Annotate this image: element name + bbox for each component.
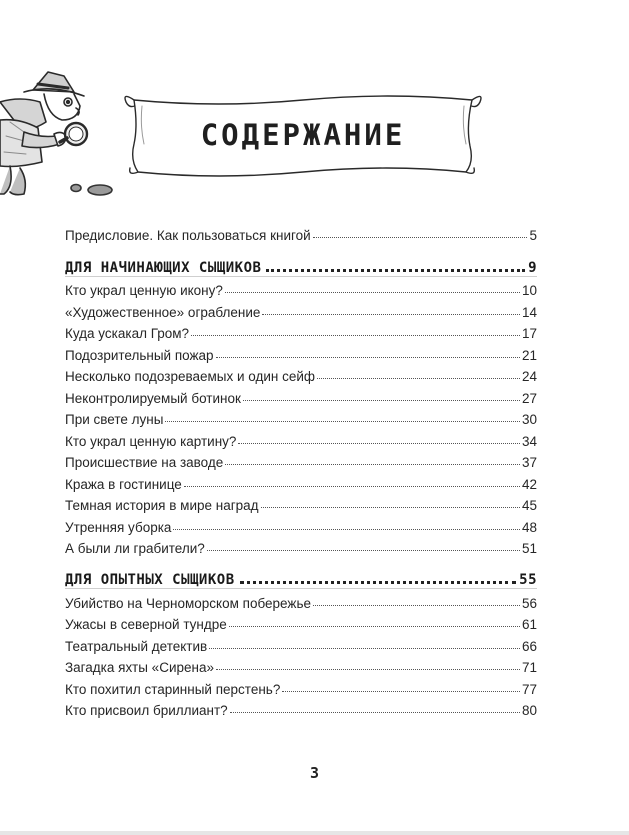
toc-entry-page: 45 — [521, 498, 537, 513]
toc-entry[interactable] — [65, 320, 537, 342]
dot-leader — [243, 400, 520, 401]
toc-entry-page: 17 — [521, 326, 537, 341]
toc-entry-page: 42 — [521, 476, 537, 492]
section-heading-title: ДЛЯ ОПЫТНЫХ СЫЩИКОВ — [65, 572, 235, 588]
toc-entry-page: 77 — [521, 681, 537, 697]
toc-entry[interactable] — [65, 406, 537, 428]
table-of-contents — [65, 221, 537, 718]
dot-leader — [225, 292, 520, 293]
toc-entry-title: Несколько подозреваемых и один сейф — [65, 369, 316, 384]
toc-entry-title: Предисловие. Как пользоваться книгой — [65, 227, 311, 243]
dot-leader — [173, 529, 520, 530]
toc-entry-page: 14 — [521, 304, 537, 320]
toc-entry-page: 56 — [521, 595, 537, 611]
toc-entry-page: 30 — [521, 412, 537, 427]
toc-entry-title: Загадка яхты «Сирена» — [65, 660, 214, 675]
toc-entry[interactable] — [65, 298, 537, 320]
dot-leader — [266, 269, 525, 272]
toc-entry-title: Убийство на Черноморском побережье — [65, 595, 311, 611]
dot-leader — [225, 464, 520, 465]
toc-entry[interactable] — [65, 277, 537, 299]
toc-entry[interactable] — [65, 535, 537, 557]
page-edge — [0, 831, 629, 835]
page-number: 3 — [309, 764, 320, 782]
toc-entry-page: 80 — [521, 703, 537, 718]
section-heading-experienced[interactable] — [65, 566, 537, 588]
section-heading-beginners[interactable] — [65, 254, 537, 276]
detective-illustration — [0, 62, 120, 197]
toc-entry-title: Кто похитил старинный перстень? — [65, 681, 281, 697]
toc-entry[interactable] — [65, 384, 537, 406]
toc-entry[interactable] — [65, 632, 537, 654]
toc-entry[interactable] — [65, 675, 537, 697]
toc-entry-page: 10 — [521, 283, 537, 298]
toc-entry[interactable] — [65, 341, 537, 363]
toc-entry[interactable] — [65, 470, 537, 492]
toc-entry-title: Темная история в мире наград — [65, 498, 259, 513]
toc-entry[interactable] — [65, 492, 537, 514]
dot-leader — [313, 605, 520, 606]
toc-entry-title: Кто украл ценную икону? — [65, 283, 223, 298]
toc-entry[interactable] — [65, 427, 537, 449]
toc-entry-title: Кража в гостинице — [65, 476, 182, 492]
toc-entry-page: 21 — [521, 347, 537, 363]
dot-leader — [238, 443, 520, 444]
toc-entry-title: При свете луны — [65, 412, 164, 427]
section-heading-page: 9 — [528, 259, 537, 276]
toc-entry-title: Кто украл ценную картину? — [65, 433, 237, 449]
toc-entry-page: 61 — [521, 617, 537, 632]
toc-entry-page: 51 — [521, 541, 537, 556]
toc-entry-title: Театральный детектив — [65, 638, 208, 654]
dot-leader — [317, 378, 520, 379]
dot-leader — [184, 486, 520, 487]
toc-entry-title: Происшествие на заводе — [65, 455, 224, 470]
toc-entry-title: Утренняя уборка — [65, 519, 172, 535]
dot-leader — [262, 314, 520, 315]
dot-leader — [191, 335, 520, 336]
toc-entry-intro[interactable] — [65, 221, 537, 243]
dot-leader — [313, 237, 528, 238]
dot-leader — [216, 669, 520, 670]
toc-entry-title: «Художественное» ограбление — [65, 304, 261, 320]
dot-leader — [261, 507, 520, 508]
dot-leader — [229, 626, 520, 627]
toc-entry-title: Куда ускакал Гром? — [65, 326, 190, 341]
page-title: СОДЕРЖАНИЕ — [200, 118, 406, 152]
toc-entry-page: 37 — [521, 455, 537, 470]
toc-entry-title: Подозрительный пожар — [65, 347, 214, 363]
toc-entry-title: А были ли грабители? — [65, 541, 205, 556]
toc-entry-title: Ужасы в северной тундре — [65, 617, 227, 632]
toc-entry-page: 48 — [521, 519, 537, 535]
dot-leader — [240, 581, 516, 584]
toc-entry-page: 71 — [521, 660, 537, 675]
toc-entry[interactable] — [65, 449, 537, 471]
toc-entry[interactable] — [65, 611, 537, 633]
dot-leader — [282, 691, 520, 692]
dot-leader — [230, 712, 520, 713]
toc-entry-page: 5 — [529, 227, 537, 243]
toc-entry[interactable] — [65, 654, 537, 676]
toc-entry-title: Кто присвоил бриллиант? — [65, 703, 228, 718]
dot-leader — [209, 648, 520, 649]
toc-entry-title: Неконтролируемый ботинок — [65, 390, 241, 406]
toc-entry[interactable] — [65, 589, 537, 611]
dot-leader — [207, 550, 520, 551]
section-heading-page: 55 — [519, 572, 537, 588]
toc-entry-page: 34 — [521, 433, 537, 449]
toc-entry[interactable] — [65, 513, 537, 535]
toc-entry-page: 27 — [521, 390, 537, 406]
toc-entry[interactable] — [65, 363, 537, 385]
dot-leader — [216, 357, 520, 358]
toc-entry-page: 66 — [521, 638, 537, 654]
dot-leader — [165, 421, 520, 422]
toc-entry[interactable] — [65, 697, 537, 719]
toc-entry-page: 24 — [521, 369, 537, 384]
section-heading-title: ДЛЯ НАЧИНАЮЩИХ СЫЩИКОВ — [65, 259, 262, 276]
